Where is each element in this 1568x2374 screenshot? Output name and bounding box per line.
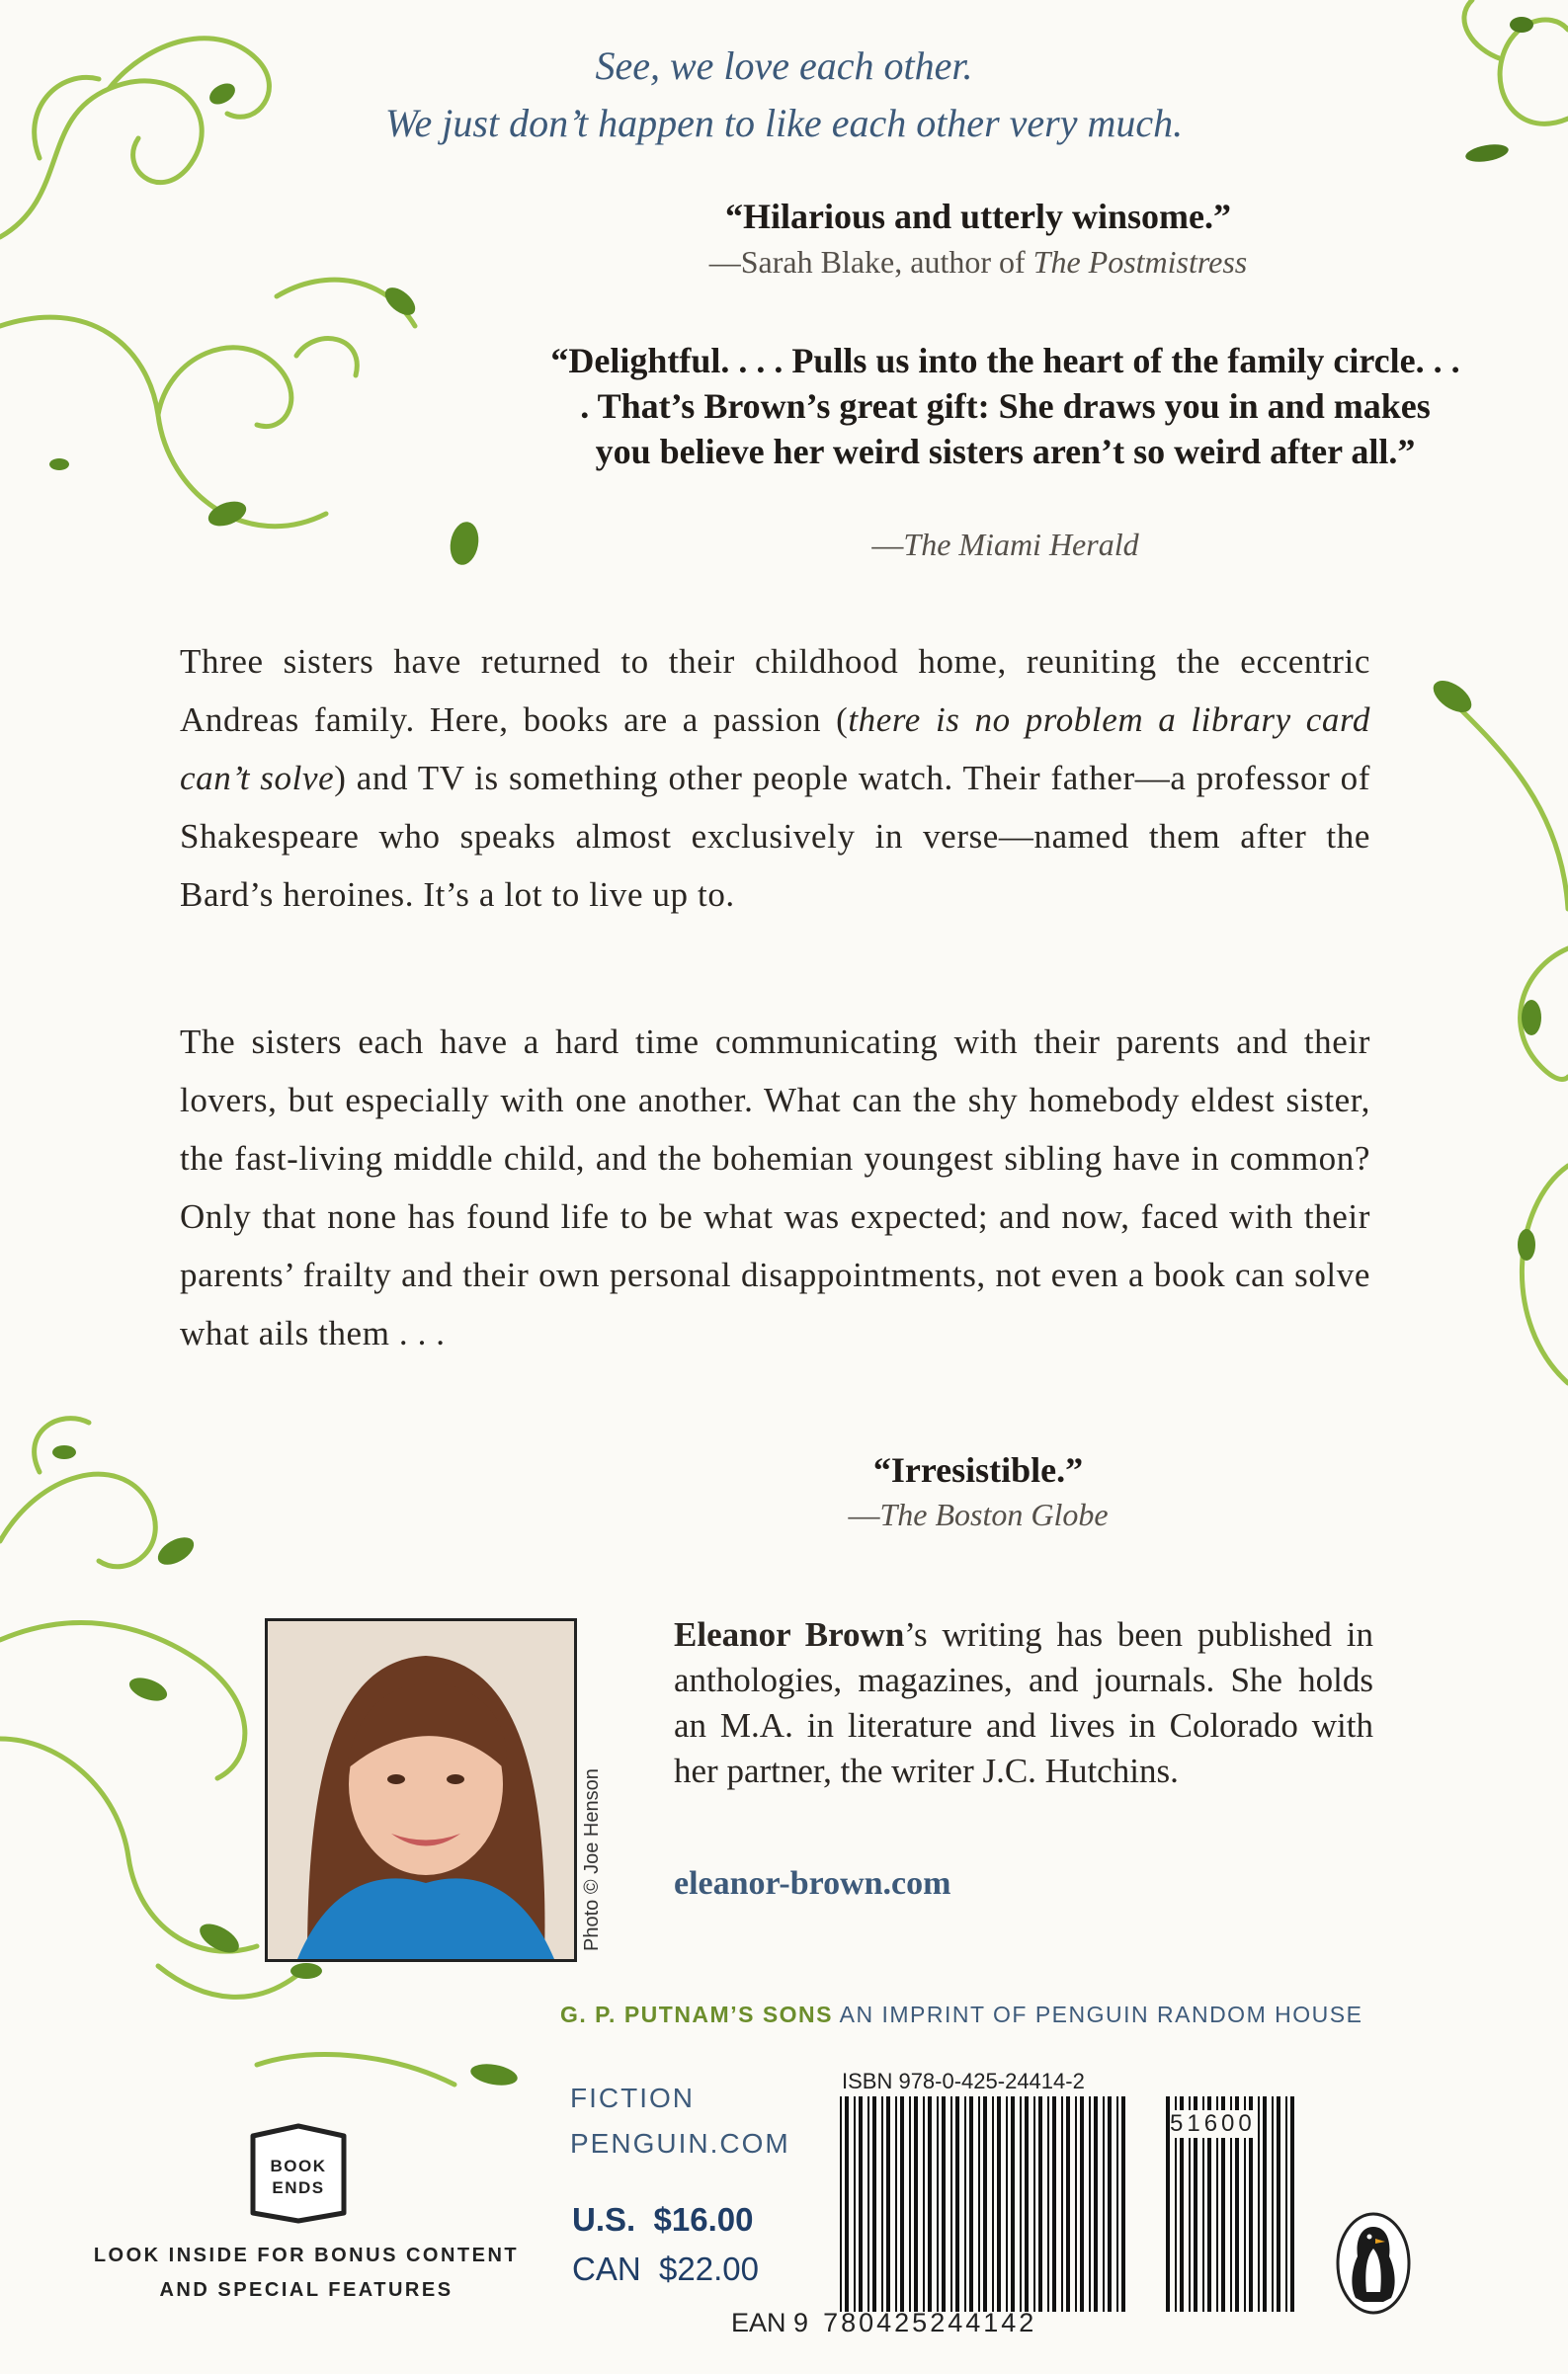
description-italic: there is no problem a library card can’t solve — [180, 700, 1371, 797]
barcode-bar — [1121, 2096, 1125, 2312]
barcode-bar — [859, 2096, 863, 2312]
barcode-bar — [1277, 2096, 1280, 2312]
price-can — [572, 2251, 759, 2288]
barcode-bar — [1061, 2096, 1063, 2312]
barcode-bar — [895, 2096, 897, 2312]
barcode-bar — [1103, 2096, 1105, 2312]
barcode-bar — [983, 2096, 987, 2312]
barcode-bar — [928, 2096, 932, 2312]
author-bio — [674, 1612, 1373, 1794]
barcode-bar — [969, 2096, 973, 2312]
tagline-line-2: We just don’t happen to like each other very much. — [384, 101, 1184, 145]
barcode-bar — [845, 2096, 849, 2312]
barcode-bar — [886, 2096, 890, 2312]
description-paragraph-2: The sisters each have a hard time communicating with their parents and their lovers, but especially with one another. What can the shy homebody eldest sister, the fast-living middle child, and the bohemian youngest sibling have in common? Only that none has found life to be what was expected; and now, faced with their parents’ frailty and their own personal disappointments, not even a book can solve what ails them . . . — [180, 1023, 1370, 1352]
attribution-prefix: — — [871, 527, 904, 562]
review-attribution-1 — [632, 244, 1324, 281]
barcode-bar — [942, 2096, 946, 2312]
attribution-prefix: —Sarah Blake, author of — [708, 244, 1033, 280]
book-ends-logo-line2: ENDS — [272, 2178, 325, 2197]
tagline — [0, 38, 1568, 152]
review-attribution-2 — [548, 527, 1462, 563]
publisher-line — [560, 2002, 1362, 2028]
attribution-work: The Postmistress — [1032, 244, 1248, 280]
barcode-bar — [1108, 2096, 1112, 2312]
barcode-bar — [1025, 2096, 1029, 2312]
barcode-bar — [1272, 2096, 1274, 2312]
barcode-bar — [1066, 2096, 1070, 2312]
price-code: 51600 — [1170, 2110, 1256, 2137]
barcode-bar — [1285, 2096, 1287, 2312]
barcode-bar — [881, 2096, 883, 2312]
ean-digits: 780425244142 — [823, 2308, 1037, 2337]
barcode-bar — [1263, 2096, 1267, 2312]
barcode-bar — [1033, 2096, 1035, 2312]
bonus-line-1: LOOK INSIDE FOR BONUS CONTENT — [93, 2245, 520, 2266]
author-name: Eleanor Brown — [674, 1615, 905, 1654]
category-label: FICTION — [570, 2083, 695, 2113]
barcode-bar — [937, 2096, 939, 2312]
attribution-work: The Boston Globe — [879, 1497, 1109, 1532]
ean-label-text: EAN — [731, 2308, 786, 2337]
ean-barcode — [838, 2096, 1134, 2332]
author-bio-text: ’s writing has been published in anthologies, magazines, and journals. She holds an M.A. in literature and lives in Colorado with her partner, the writer J.C. Hutchins. — [674, 1615, 1373, 1790]
review-quote-1: “Hilarious and utterly winsome.” — [724, 197, 1231, 236]
barcode-bar — [997, 2096, 1001, 2312]
description-paragraph-1 — [180, 632, 1370, 924]
publisher-site[interactable]: PENGUIN.COM — [570, 2128, 790, 2159]
barcode-bar — [1047, 2096, 1049, 2312]
barcode-bar — [1075, 2096, 1077, 2312]
price-us-value: $16.00 — [653, 2201, 754, 2238]
barcode-bar — [1038, 2096, 1042, 2312]
photo-credit: Photo © Joe Henson — [581, 1768, 603, 1951]
ean-label — [731, 2308, 1036, 2338]
bonus-content-note — [69, 2239, 543, 2308]
barcode-bar — [867, 2096, 869, 2312]
publisher-brand: G. P. PUTNAM’S SONS — [560, 2002, 834, 2027]
barcode-bar — [1020, 2096, 1022, 2312]
barcode-bar — [978, 2096, 980, 2312]
review-quote-3: “Irresistible.” — [872, 1450, 1084, 1490]
publisher-imprint: AN IMPRINT OF PENGUIN RANDOM HOUSE — [833, 2002, 1363, 2027]
price-us — [572, 2201, 753, 2239]
attribution-work: The Miami Herald — [903, 527, 1139, 562]
price-can-label: CAN — [572, 2251, 641, 2287]
author-website-link[interactable]: eleanor-brown.com — [674, 1865, 951, 1902]
barcode-bar — [854, 2096, 856, 2312]
tagline-line-1: See, we love each other. — [595, 43, 973, 88]
barcode-bar — [1089, 2096, 1091, 2312]
barcode-bar — [909, 2096, 911, 2312]
barcode-bar — [872, 2096, 876, 2312]
barcode-bar — [950, 2096, 952, 2312]
author-portrait — [268, 1621, 574, 1959]
penguin-logo — [1334, 2209, 1413, 2318]
bonus-line-2: AND SPECIAL FEATURES — [159, 2279, 454, 2301]
barcode-bar — [964, 2096, 966, 2312]
barcode-bar — [914, 2096, 918, 2312]
isbn-number: ISBN 978-0-425-24414-2 — [842, 2069, 1085, 2093]
review-attribution-3 — [731, 1497, 1225, 1533]
ean-first-digit: 9 — [793, 2308, 809, 2337]
review-quote-2: “Delightful. . . . Pulls us into the heart of the family circle. . . . That’s Brown’s great gift: She draws you in and makes you believe her weird sisters aren’t so weird after all.” — [550, 341, 1460, 471]
barcode-bar — [1011, 2096, 1015, 2312]
book-ends-logo-line1: BOOK — [270, 2157, 327, 2175]
barcode-bar — [1080, 2096, 1084, 2312]
description-text: Three sisters have returned to their childhood home, reuniting the eccentric Andreas family. Here, books are a passion ( — [180, 642, 1370, 739]
barcode-bar — [1094, 2096, 1098, 2312]
author-photo — [265, 1618, 577, 1962]
barcode-bar — [1258, 2096, 1260, 2312]
barcode-bar — [992, 2096, 994, 2312]
barcode-bar — [1116, 2096, 1118, 2312]
barcode-bar — [955, 2096, 959, 2312]
barcode-bar — [1006, 2096, 1008, 2312]
barcode-bar — [900, 2096, 904, 2312]
price-can-value: $22.00 — [659, 2251, 759, 2287]
description-text: ) and TV is something other people watch. Their father—a professor of Shakespeare who speaks almost exclusively in verse—named them after the Bard’s heroines. It’s a lot to live up to. — [180, 759, 1370, 914]
barcode-bar — [923, 2096, 925, 2312]
vine-right — [1413, 652, 1568, 1423]
barcode-bar — [1052, 2096, 1056, 2312]
price-us-label: U.S. — [572, 2201, 636, 2238]
barcode-bar — [1290, 2096, 1294, 2312]
attribution-prefix: — — [848, 1497, 880, 1532]
book-ends-logo — [245, 2122, 352, 2229]
barcode-bar — [840, 2096, 842, 2312]
